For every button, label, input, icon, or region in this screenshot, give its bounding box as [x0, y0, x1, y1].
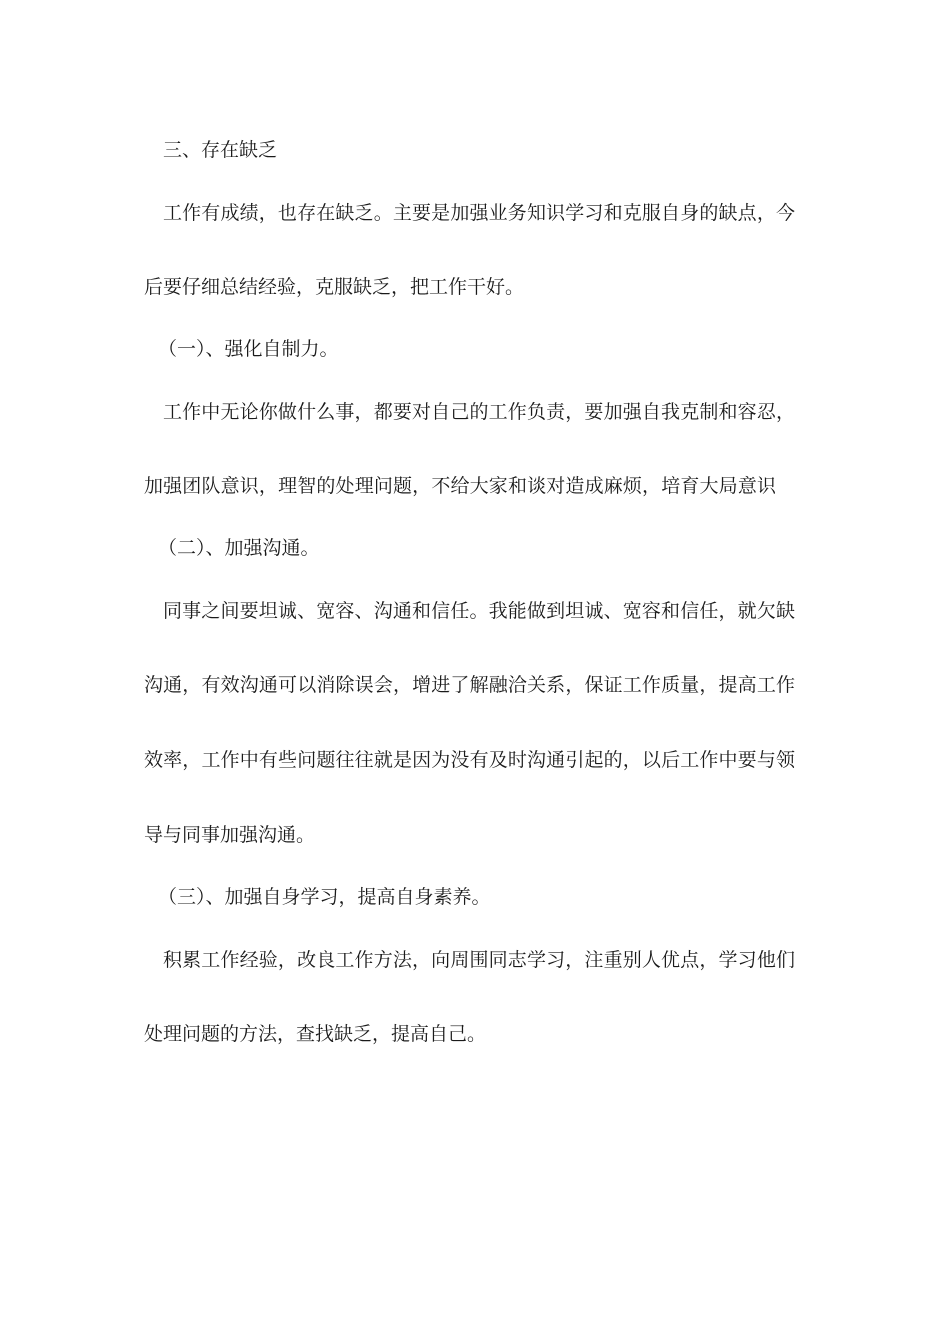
paragraph-line: 加强团队意识，理智的处理问题，不给大家和谈对造成麻烦，培育大局意识	[144, 475, 776, 497]
paragraph-line: 同事之间要坦诚、宽容、沟通和信任。我能做到坦诚、宽容和信任，就欠缺	[163, 600, 795, 622]
section-heading: 三、存在缺乏	[163, 139, 278, 161]
paragraph-line: 工作中无论你做什么事，都要对自己的工作负责，要加强自我克制和容忍，	[163, 401, 795, 423]
paragraph-line: 积累工作经验，改良工作方法，向周围同志学习，注重别人优点，学习他们	[163, 949, 795, 971]
paragraph-line: 沟通，有效沟通可以消除误会，增进了解融洽关系，保证工作质量，提高工作	[144, 674, 795, 696]
subsection-heading: （三）、加强自身学习，提高自身素养。	[158, 886, 491, 908]
paragraph-line: 导与同事加强沟通。	[144, 824, 316, 846]
paragraph-line: 处理问题的方法，查找缺乏，提高自己。	[144, 1023, 487, 1045]
paragraph-line: 后要仔细总结经验，克服缺乏，把工作干好。	[144, 276, 525, 298]
subsection-heading: （二）、加强沟通。	[158, 537, 320, 559]
paragraph-line: 效率，工作中有些问题往往就是因为没有及时沟通引起的，以后工作中要与领	[144, 749, 795, 771]
subsection-heading: （一）、强化自制力。	[158, 338, 339, 360]
paragraph-line: 工作有成绩，也存在缺乏。主要是加强业务知识学习和克服自身的缺点，今	[163, 202, 795, 224]
